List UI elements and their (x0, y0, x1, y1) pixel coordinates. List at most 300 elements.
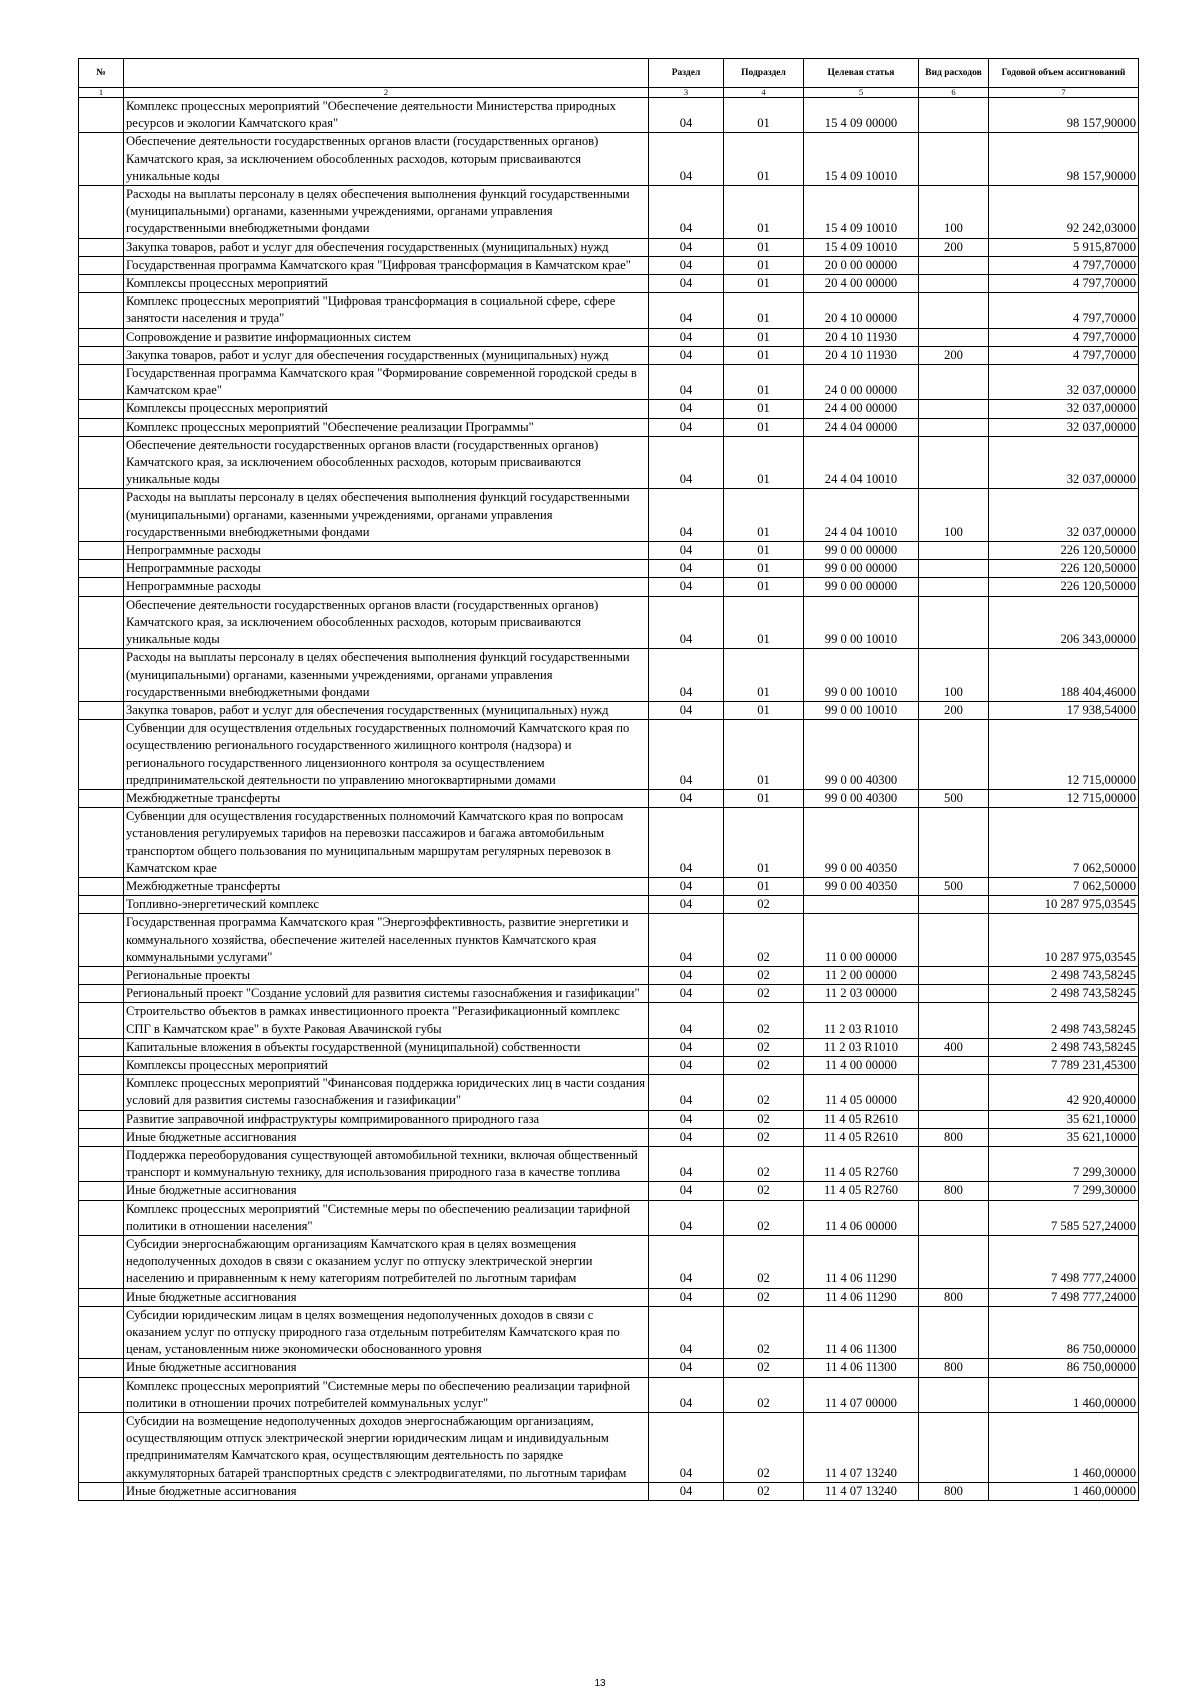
row-target-article-cell: 99 0 00 40300 (804, 789, 919, 807)
row-name-cell: Обеспечение деятельности государственных органов власти (государственных органов) Камчатского края, за исключением обособленных расходов, которым присваиваются уникальные коды (124, 596, 649, 649)
row-name-cell: Закупка товаров, работ и услуг для обеспечения государственных (муниципальных) нужд (124, 238, 649, 256)
row-razdel-cell: 04 (649, 1359, 724, 1377)
row-expense-type-cell (919, 542, 989, 560)
row-target-article-cell: 11 2 03 R1010 (804, 1003, 919, 1038)
row-podrazdel-cell: 02 (724, 1146, 804, 1181)
row-number-cell (79, 275, 124, 293)
row-expense-type-cell: 200 (919, 701, 989, 719)
table-row (79, 1306, 1139, 1359)
row-podrazdel-cell: 02 (724, 1003, 804, 1038)
table-row (79, 133, 1139, 186)
row-podrazdel-cell: 02 (724, 1128, 804, 1146)
row-podrazdel-cell: 01 (724, 877, 804, 895)
row-target-article-cell: 24 4 04 10010 (804, 489, 919, 542)
row-amount-cell: 7 299,30000 (989, 1146, 1139, 1181)
column-number: 5 (804, 88, 919, 98)
row-expense-type-cell: 100 (919, 649, 989, 702)
row-amount-cell: 2 498 743,58245 (989, 1003, 1139, 1038)
table-row (79, 1359, 1139, 1377)
row-razdel-cell: 04 (649, 400, 724, 418)
row-razdel-cell: 04 (649, 877, 724, 895)
row-podrazdel-cell: 01 (724, 436, 804, 489)
table-row (79, 400, 1139, 418)
row-razdel-cell: 04 (649, 1182, 724, 1200)
row-razdel-cell: 04 (649, 98, 724, 133)
page-number: 13 (594, 1678, 606, 1689)
row-name-cell: Субвенции для осуществления государственных полномочий Камчатского края по вопросам установления регулируемых тарифов на перевозки пассажиров и багажа автомобильным транспортом общего пользования по муниципальным маршрутам регулярных перевозок в Камчатском крае (124, 808, 649, 878)
row-podrazdel-cell: 02 (724, 1182, 804, 1200)
row-target-article-cell: 99 0 00 40350 (804, 808, 919, 878)
row-target-article-cell: 15 4 09 10010 (804, 238, 919, 256)
table-row (79, 966, 1139, 984)
table-row (79, 1128, 1139, 1146)
row-expense-type-cell (919, 1377, 989, 1412)
row-name-cell: Поддержка переоборудования существующей автомобильной техники, включая общественный транспорт и коммунальную технику, для использования природного газа в качестве топлива (124, 1146, 649, 1181)
column-number: 7 (989, 88, 1139, 98)
row-target-article-cell: 99 0 00 10010 (804, 701, 919, 719)
row-number-cell (79, 1413, 124, 1483)
row-target-article-cell: 11 4 06 00000 (804, 1200, 919, 1235)
column-number: 4 (724, 88, 804, 98)
row-target-article-cell: 11 2 03 R1010 (804, 1038, 919, 1056)
row-target-article-cell: 11 4 06 11300 (804, 1359, 919, 1377)
table-row (79, 896, 1139, 914)
table-row (79, 808, 1139, 878)
row-expense-type-cell: 800 (919, 1182, 989, 1200)
table-row (79, 346, 1139, 364)
row-podrazdel-cell: 02 (724, 1306, 804, 1359)
table-row (79, 578, 1139, 596)
table-row (79, 1413, 1139, 1483)
row-expense-type-cell (919, 985, 989, 1003)
row-name-cell: Непрограммные расходы (124, 578, 649, 596)
row-target-article-cell: 11 4 05 R2610 (804, 1128, 919, 1146)
row-number-cell (79, 98, 124, 133)
row-expense-type-cell (919, 133, 989, 186)
row-amount-cell: 32 037,00000 (989, 489, 1139, 542)
row-expense-type-cell (919, 578, 989, 596)
column-number-row (79, 88, 1139, 98)
row-razdel-cell: 04 (649, 256, 724, 274)
row-podrazdel-cell: 01 (724, 720, 804, 790)
row-target-article-cell: 11 4 06 11300 (804, 1306, 919, 1359)
row-name-cell: Государственная программа Камчатского края "Формирование современной городской среды в Камчатском крае" (124, 365, 649, 400)
row-amount-cell: 7 789 231,45300 (989, 1056, 1139, 1074)
row-number-cell (79, 966, 124, 984)
row-number-cell (79, 400, 124, 418)
table-row (79, 560, 1139, 578)
row-target-article-cell: 11 4 06 11290 (804, 1236, 919, 1289)
row-podrazdel-cell: 02 (724, 1200, 804, 1235)
row-razdel-cell: 04 (649, 649, 724, 702)
table-row (79, 1110, 1139, 1128)
row-target-article-cell: 20 4 10 00000 (804, 293, 919, 328)
row-number-cell (79, 578, 124, 596)
table-row (79, 238, 1139, 256)
row-target-article-cell: 99 0 00 40300 (804, 720, 919, 790)
row-target-article-cell: 99 0 00 10010 (804, 649, 919, 702)
row-number-cell (79, 489, 124, 542)
column-number: 3 (649, 88, 724, 98)
row-podrazdel-cell: 01 (724, 365, 804, 400)
row-number-cell (79, 1377, 124, 1412)
row-podrazdel-cell: 02 (724, 1110, 804, 1128)
row-amount-cell: 4 797,70000 (989, 275, 1139, 293)
row-name-cell: Непрограммные расходы (124, 542, 649, 560)
row-expense-type-cell (919, 896, 989, 914)
table-row (79, 489, 1139, 542)
row-name-cell: Закупка товаров, работ и услуг для обеспечения государственных (муниципальных) нужд (124, 701, 649, 719)
row-amount-cell: 7 498 777,24000 (989, 1288, 1139, 1306)
row-razdel-cell: 04 (649, 365, 724, 400)
table-row (79, 1075, 1139, 1110)
row-target-article-cell: 11 4 05 00000 (804, 1075, 919, 1110)
row-amount-cell: 226 120,50000 (989, 560, 1139, 578)
row-expense-type-cell (919, 293, 989, 328)
table-row (79, 720, 1139, 790)
row-number-cell (79, 1359, 124, 1377)
row-expense-type-cell: 500 (919, 877, 989, 895)
row-podrazdel-cell: 01 (724, 649, 804, 702)
row-expense-type-cell (919, 1003, 989, 1038)
row-target-article-cell: 11 4 05 R2760 (804, 1182, 919, 1200)
row-name-cell: Комплексы процессных мероприятий (124, 1056, 649, 1074)
row-name-cell: Строительство объектов в рамках инвестиционного проекта "Регазификационный комплекс СПГ в Камчатском крае" в бухте Раковая Авачинской губы (124, 1003, 649, 1038)
row-podrazdel-cell: 01 (724, 578, 804, 596)
row-number-cell (79, 418, 124, 436)
table-row (79, 914, 1139, 967)
row-expense-type-cell (919, 808, 989, 878)
row-expense-type-cell: 100 (919, 186, 989, 239)
row-expense-type-cell: 200 (919, 346, 989, 364)
header-name (124, 59, 649, 88)
row-razdel-cell: 04 (649, 1075, 724, 1110)
table-row (79, 186, 1139, 239)
row-podrazdel-cell: 01 (724, 400, 804, 418)
row-podrazdel-cell: 01 (724, 256, 804, 274)
row-number-cell (79, 1482, 124, 1500)
table-row (79, 649, 1139, 702)
row-amount-cell: 7 585 527,24000 (989, 1200, 1139, 1235)
row-amount-cell: 2 498 743,58245 (989, 1038, 1139, 1056)
row-podrazdel-cell: 01 (724, 560, 804, 578)
row-podrazdel-cell: 02 (724, 1377, 804, 1412)
row-amount-cell: 98 157,90000 (989, 98, 1139, 133)
row-expense-type-cell: 800 (919, 1482, 989, 1500)
row-number-cell (79, 346, 124, 364)
row-expense-type-cell (919, 1056, 989, 1074)
row-target-article-cell: 99 0 00 00000 (804, 542, 919, 560)
row-expense-type-cell (919, 1236, 989, 1289)
row-target-article-cell: 11 2 03 00000 (804, 985, 919, 1003)
row-number-cell (79, 985, 124, 1003)
row-razdel-cell: 04 (649, 346, 724, 364)
row-name-cell: Региональный проект "Создание условий для развития системы газоснабжения и газификации" (124, 985, 649, 1003)
row-target-article-cell: 20 4 10 11930 (804, 346, 919, 364)
row-amount-cell: 35 621,10000 (989, 1110, 1139, 1128)
row-podrazdel-cell: 01 (724, 542, 804, 560)
row-amount-cell: 226 120,50000 (989, 578, 1139, 596)
row-expense-type-cell (919, 560, 989, 578)
row-target-article-cell: 11 4 07 00000 (804, 1377, 919, 1412)
row-razdel-cell: 04 (649, 808, 724, 878)
row-target-article-cell: 11 4 07 13240 (804, 1482, 919, 1500)
row-razdel-cell: 04 (649, 238, 724, 256)
row-razdel-cell: 04 (649, 560, 724, 578)
row-podrazdel-cell: 01 (724, 596, 804, 649)
column-number: 6 (919, 88, 989, 98)
table-row (79, 542, 1139, 560)
row-amount-cell: 5 915,87000 (989, 238, 1139, 256)
row-number-cell (79, 1236, 124, 1289)
row-amount-cell: 4 797,70000 (989, 293, 1139, 328)
row-number-cell (79, 1110, 124, 1128)
table-row (79, 1200, 1139, 1235)
table-row (79, 1236, 1139, 1289)
row-target-article-cell: 11 2 00 00000 (804, 966, 919, 984)
row-expense-type-cell (919, 328, 989, 346)
header-podrazdel: Подраздел (724, 59, 804, 88)
row-number-cell (79, 436, 124, 489)
table-row (79, 1182, 1139, 1200)
row-expense-type-cell: 800 (919, 1288, 989, 1306)
row-razdel-cell: 04 (649, 1038, 724, 1056)
row-razdel-cell: 04 (649, 896, 724, 914)
row-amount-cell: 35 621,10000 (989, 1128, 1139, 1146)
row-name-cell: Топливно-энергетический комплекс (124, 896, 649, 914)
row-number-cell (79, 596, 124, 649)
row-target-article-cell: 11 4 00 00000 (804, 1056, 919, 1074)
row-razdel-cell: 04 (649, 328, 724, 346)
table-row (79, 1482, 1139, 1500)
row-razdel-cell: 04 (649, 436, 724, 489)
row-name-cell: Развитие заправочной инфраструктуры компримированного природного газа (124, 1110, 649, 1128)
row-number-cell (79, 789, 124, 807)
row-expense-type-cell: 200 (919, 238, 989, 256)
row-razdel-cell: 04 (649, 186, 724, 239)
row-target-article-cell: 20 4 10 11930 (804, 328, 919, 346)
row-expense-type-cell (919, 1146, 989, 1181)
row-razdel-cell: 04 (649, 293, 724, 328)
row-expense-type-cell (919, 914, 989, 967)
row-name-cell: Комплекс процессных мероприятий "Цифровая трансформация в социальной сфере, сфере занятости населения и труда" (124, 293, 649, 328)
row-expense-type-cell (919, 365, 989, 400)
row-number-cell (79, 701, 124, 719)
row-razdel-cell: 04 (649, 1146, 724, 1181)
row-target-article-cell: 11 4 05 R2760 (804, 1146, 919, 1181)
row-name-cell: Комплекс процессных мероприятий "Системные меры по обеспечению реализации тарифной политики в отношении прочих потребителей коммунальных услуг" (124, 1377, 649, 1412)
row-number-cell (79, 1128, 124, 1146)
row-target-article-cell: 11 4 07 13240 (804, 1413, 919, 1483)
row-podrazdel-cell: 02 (724, 1075, 804, 1110)
row-amount-cell: 10 287 975,03545 (989, 914, 1139, 967)
table-row (79, 365, 1139, 400)
row-podrazdel-cell: 02 (724, 1288, 804, 1306)
row-razdel-cell: 04 (649, 985, 724, 1003)
row-name-cell: Иные бюджетные ассигнования (124, 1288, 649, 1306)
row-amount-cell: 98 157,90000 (989, 133, 1139, 186)
row-number-cell (79, 1003, 124, 1038)
row-amount-cell: 1 460,00000 (989, 1377, 1139, 1412)
row-number-cell (79, 293, 124, 328)
row-target-article-cell: 15 4 09 00000 (804, 98, 919, 133)
budget-table-sheet (78, 58, 1138, 1501)
header-razdel: Раздел (649, 59, 724, 88)
row-amount-cell: 226 120,50000 (989, 542, 1139, 560)
row-name-cell: Комплекс процессных мероприятий "Финансовая поддержка юридических лиц в части создания условий для развития системы газоснабжения и газификации" (124, 1075, 649, 1110)
row-podrazdel-cell: 01 (724, 346, 804, 364)
row-name-cell: Расходы на выплаты персоналу в целях обеспечения выполнения функций государственными (муниципальными) органами, казенными учреждениями, органами управления государственными внебюджетными фондами (124, 649, 649, 702)
row-name-cell: Иные бюджетные ассигнования (124, 1359, 649, 1377)
row-amount-cell: 1 460,00000 (989, 1413, 1139, 1483)
row-name-cell: Обеспечение деятельности государственных органов власти (государственных органов) Камчатского края, за исключением обособленных расходов, которым присваиваются уникальные коды (124, 133, 649, 186)
table-row (79, 1056, 1139, 1074)
row-number-cell (79, 328, 124, 346)
row-podrazdel-cell: 01 (724, 789, 804, 807)
row-podrazdel-cell: 01 (724, 328, 804, 346)
row-name-cell: Комплекс процессных мероприятий "Системные меры по обеспечению реализации тарифной политики в отношении населения" (124, 1200, 649, 1235)
row-expense-type-cell (919, 418, 989, 436)
table-row (79, 596, 1139, 649)
row-amount-cell: 4 797,70000 (989, 328, 1139, 346)
row-target-article-cell (804, 896, 919, 914)
row-expense-type-cell (919, 1110, 989, 1128)
row-amount-cell: 86 750,00000 (989, 1306, 1139, 1359)
table-row (79, 418, 1139, 436)
row-podrazdel-cell: 02 (724, 1482, 804, 1500)
column-number: 1 (79, 88, 124, 98)
row-amount-cell: 86 750,00000 (989, 1359, 1139, 1377)
table-row (79, 1146, 1139, 1181)
table-row (79, 256, 1139, 274)
row-podrazdel-cell: 01 (724, 275, 804, 293)
row-amount-cell: 4 797,70000 (989, 346, 1139, 364)
row-name-cell: Непрограммные расходы (124, 560, 649, 578)
row-expense-type-cell (919, 966, 989, 984)
header-expense-type: Вид расходов (919, 59, 989, 88)
row-amount-cell: 10 287 975,03545 (989, 896, 1139, 914)
row-number-cell (79, 238, 124, 256)
row-podrazdel-cell: 02 (724, 985, 804, 1003)
row-amount-cell: 92 242,03000 (989, 186, 1139, 239)
row-podrazdel-cell: 01 (724, 489, 804, 542)
row-target-article-cell: 24 4 04 00000 (804, 418, 919, 436)
row-number-cell (79, 1038, 124, 1056)
row-name-cell: Субвенции для осуществления отдельных государственных полномочий Камчатского края по осуществлению регионального государственного жилищного контроля (надзора) и регионального государственного лицензионного контроля за осуществлением предпринимательской деятельности по управлению многоквартирными домами (124, 720, 649, 790)
row-razdel-cell: 04 (649, 275, 724, 293)
row-expense-type-cell (919, 400, 989, 418)
row-name-cell: Иные бюджетные ассигнования (124, 1128, 649, 1146)
row-amount-cell: 12 715,00000 (989, 789, 1139, 807)
row-target-article-cell: 11 4 06 11290 (804, 1288, 919, 1306)
row-amount-cell: 7 498 777,24000 (989, 1236, 1139, 1289)
row-podrazdel-cell: 02 (724, 1038, 804, 1056)
header-target-article: Целевая статья (804, 59, 919, 88)
row-number-cell (79, 1146, 124, 1181)
row-number-cell (79, 914, 124, 967)
row-razdel-cell: 04 (649, 789, 724, 807)
row-target-article-cell: 24 4 04 10010 (804, 436, 919, 489)
header-annual-amount: Годовой объем ассигнований (989, 59, 1139, 88)
row-target-article-cell: 24 4 00 00000 (804, 400, 919, 418)
row-target-article-cell: 15 4 09 10010 (804, 186, 919, 239)
row-expense-type-cell (919, 720, 989, 790)
row-amount-cell: 1 460,00000 (989, 1482, 1139, 1500)
row-name-cell: Иные бюджетные ассигнования (124, 1482, 649, 1500)
row-razdel-cell: 04 (649, 1128, 724, 1146)
row-razdel-cell: 04 (649, 1377, 724, 1412)
row-target-article-cell: 99 0 00 00000 (804, 560, 919, 578)
row-razdel-cell: 04 (649, 489, 724, 542)
row-amount-cell: 2 498 743,58245 (989, 985, 1139, 1003)
row-name-cell: Межбюджетные трансферты (124, 877, 649, 895)
row-amount-cell: 7 062,50000 (989, 877, 1139, 895)
row-expense-type-cell: 100 (919, 489, 989, 542)
row-target-article-cell: 20 4 00 00000 (804, 275, 919, 293)
row-razdel-cell: 04 (649, 1110, 724, 1128)
row-amount-cell: 32 037,00000 (989, 365, 1139, 400)
row-podrazdel-cell: 01 (724, 133, 804, 186)
table-row (79, 328, 1139, 346)
row-amount-cell: 7 299,30000 (989, 1182, 1139, 1200)
row-podrazdel-cell: 02 (724, 1413, 804, 1483)
row-amount-cell: 7 062,50000 (989, 808, 1139, 878)
row-name-cell: Государственная программа Камчатского края "Цифровая трансформация в Камчатском крае" (124, 256, 649, 274)
table-body (79, 98, 1139, 1501)
row-razdel-cell: 04 (649, 1200, 724, 1235)
row-name-cell: Комплексы процессных мероприятий (124, 275, 649, 293)
row-amount-cell: 206 343,00000 (989, 596, 1139, 649)
row-number-cell (79, 133, 124, 186)
row-name-cell: Комплекс процессных мероприятий "Обеспечение реализации Программы" (124, 418, 649, 436)
row-razdel-cell: 04 (649, 596, 724, 649)
row-name-cell: Субсидии энергоснабжающим организациям Камчатского края в целях возмещения недополученных доходов в связи с оказанием услуг по отпуску электрической энергии населению и приравненным к нему категориям потребителей по льготным тарифам (124, 1236, 649, 1289)
row-podrazdel-cell: 02 (724, 914, 804, 967)
row-podrazdel-cell: 01 (724, 293, 804, 328)
table-row (79, 1377, 1139, 1412)
row-number-cell (79, 1075, 124, 1110)
row-razdel-cell: 04 (649, 914, 724, 967)
row-name-cell: Иные бюджетные ассигнования (124, 1182, 649, 1200)
row-razdel-cell: 04 (649, 1413, 724, 1483)
row-amount-cell: 2 498 743,58245 (989, 966, 1139, 984)
row-number-cell (79, 256, 124, 274)
row-razdel-cell: 04 (649, 1003, 724, 1038)
row-podrazdel-cell: 02 (724, 1056, 804, 1074)
row-number-cell (79, 1288, 124, 1306)
row-amount-cell: 32 037,00000 (989, 400, 1139, 418)
row-number-cell (79, 1056, 124, 1074)
table-row (79, 877, 1139, 895)
row-name-cell: Расходы на выплаты персоналу в целях обеспечения выполнения функций государственными (муниципальными) органами, казенными учреждениями, органами управления государственными внебюджетными фондами (124, 186, 649, 239)
row-number-cell (79, 542, 124, 560)
row-number-cell (79, 1200, 124, 1235)
row-name-cell: Сопровождение и развитие информационных систем (124, 328, 649, 346)
row-target-article-cell: 24 0 00 00000 (804, 365, 919, 400)
row-razdel-cell: 04 (649, 133, 724, 186)
row-razdel-cell: 04 (649, 418, 724, 436)
table-row (79, 789, 1139, 807)
row-expense-type-cell (919, 596, 989, 649)
row-expense-type-cell (919, 1413, 989, 1483)
row-podrazdel-cell: 01 (724, 98, 804, 133)
row-name-cell: Комплексы процессных мероприятий (124, 400, 649, 418)
row-target-article-cell: 11 4 05 R2610 (804, 1110, 919, 1128)
row-name-cell: Субсидии юридическим лицам в целях возмещения недополученных доходов в связи с оказанием услуг по отпуску природного газа отдельным потребителям Камчатского края по ценам, установленным ниже экономически обоснованного уровня (124, 1306, 649, 1359)
row-name-cell: Комплекс процессных мероприятий "Обеспечение деятельности Министерства природных ресурсов и экологии Камчатского края" (124, 98, 649, 133)
row-expense-type-cell: 800 (919, 1128, 989, 1146)
row-razdel-cell: 04 (649, 1288, 724, 1306)
